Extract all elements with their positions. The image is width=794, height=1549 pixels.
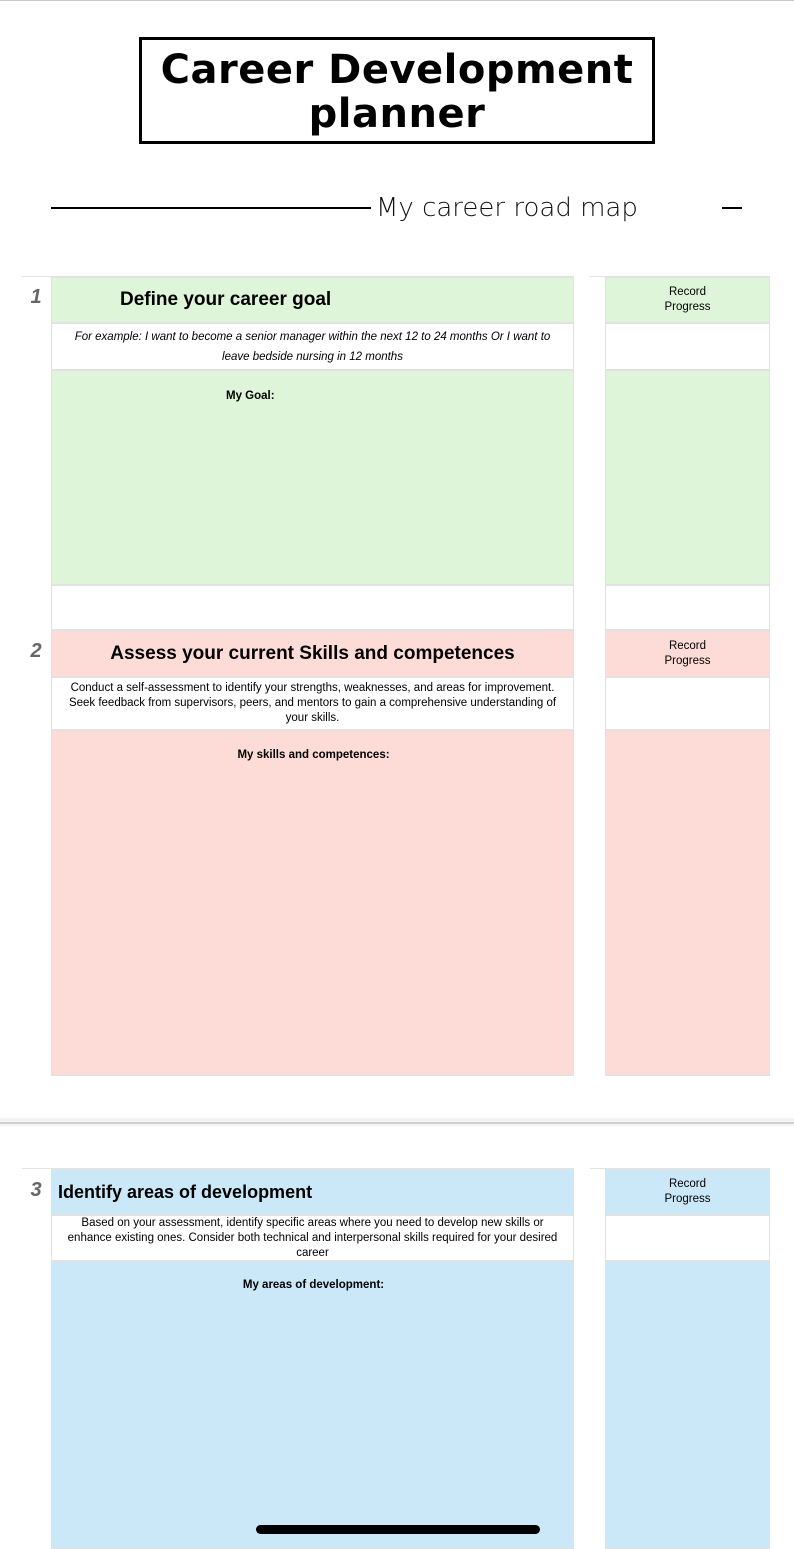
page-break-line — [0, 1122, 794, 1124]
field-label: My areas of development: — [242, 1279, 385, 1291]
field-label: My skills and competences: — [237, 749, 390, 761]
section-number: 3 — [30, 1179, 42, 1201]
section-number: 1 — [30, 286, 42, 308]
field-label: My Goal: — [226, 390, 275, 402]
record-label-line2: Progress — [664, 654, 711, 667]
record-progress-header — [605, 277, 770, 323]
development-input-area[interactable] — [51, 1261, 574, 1549]
section-heading-text: Assess your current Skills and competences — [110, 642, 515, 664]
description-line: Conduct a self-assessment to identify your strengths, weaknesses, and areas for improvement. — [70, 682, 555, 694]
record-progress-cell[interactable] — [605, 677, 770, 730]
section-heading-development — [51, 1169, 574, 1215]
record-label-line2: Progress — [664, 1193, 711, 1205]
spacer-row — [51, 585, 574, 630]
record-progress-cell[interactable] — [605, 323, 770, 370]
section-number: 2 — [30, 640, 42, 662]
section-heading-text: Define your career goal — [120, 289, 332, 310]
section-heading-career-goal — [51, 277, 574, 323]
goal-input-area[interactable] — [51, 370, 574, 585]
road-map-rule-left — [51, 207, 371, 209]
section-heading-text: Identify areas of development — [58, 1181, 313, 1202]
section-description — [51, 677, 574, 730]
record-progress-header — [605, 630, 770, 677]
record-label-line1: Record — [668, 639, 707, 652]
road-map-rule-right — [722, 207, 742, 209]
section-description: Based on your assessment, identify specific areas where you need to develop new skills or enhance existing ones. Consider both technical and interpersonal skills required for your desired career — [51, 1215, 574, 1261]
record-label-line1: Record — [668, 1178, 707, 1190]
road-map-title: My career road map — [376, 193, 638, 223]
record-progress-cell[interactable] — [605, 1215, 770, 1261]
record-progress-spacer — [605, 585, 770, 630]
record-progress-area[interactable] — [605, 370, 770, 585]
record-progress-header — [605, 1169, 770, 1215]
description-line: Seek feedback from supervisors, peers, and mentors to gain a comprehensive understanding of your skills. — [68, 697, 557, 724]
top-divider — [0, 0, 794, 1]
record-progress-area[interactable] — [605, 1261, 770, 1549]
section-description: For example: I want to become a senior manager within the next 12 to 24 months Or I want to leave bedside nursing in 12 months — [51, 323, 574, 370]
home-indicator-bar[interactable] — [256, 1525, 540, 1534]
section-heading-skills — [51, 630, 574, 677]
record-label-line2: Progress — [664, 301, 711, 313]
skills-input-area[interactable] — [51, 730, 574, 1076]
record-progress-area[interactable] — [605, 730, 770, 1076]
record-label-line1: Record — [668, 286, 707, 298]
planner-title: Career Development planner — [139, 37, 655, 144]
